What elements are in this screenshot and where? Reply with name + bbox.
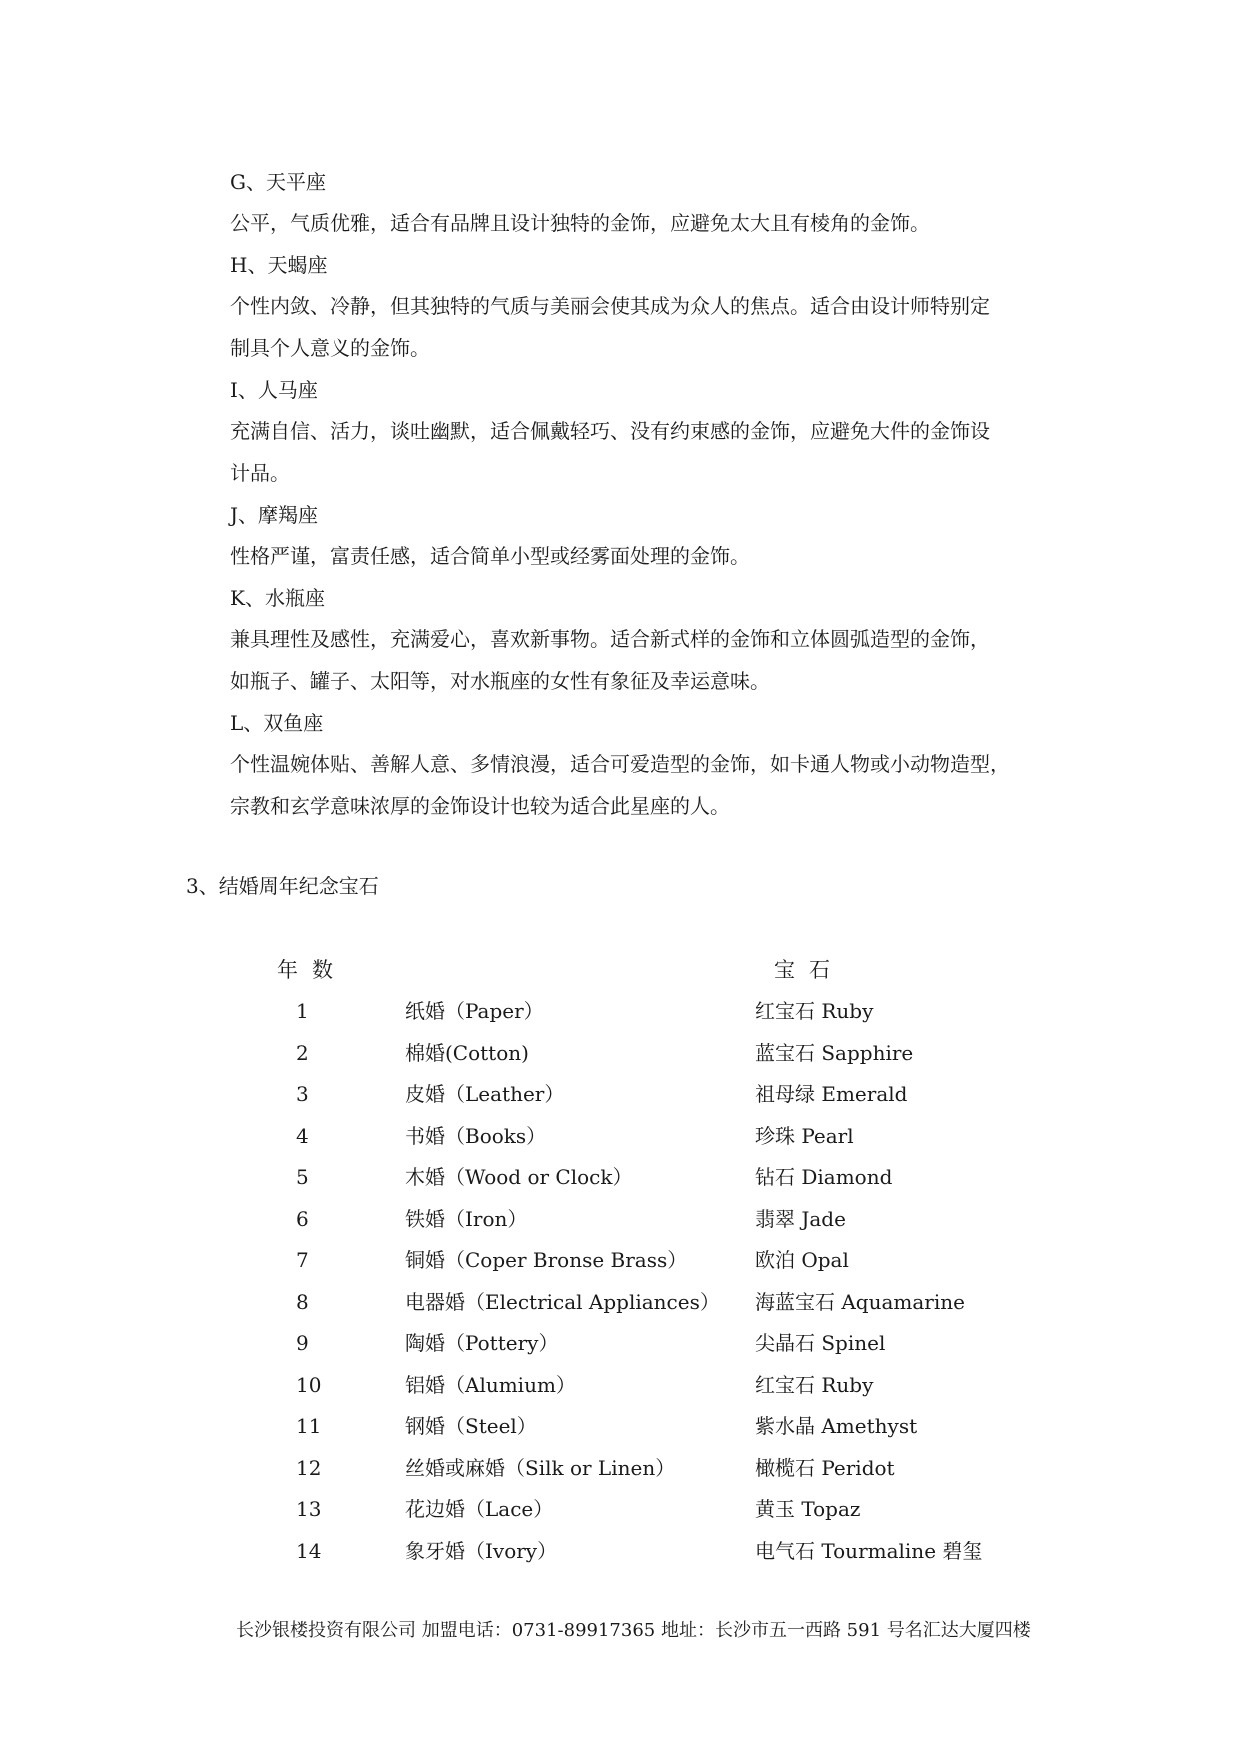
table-row [0,1082,1241,1106]
section-title: 3、结婚周年纪念宝石 [186,874,379,898]
year-cell: 3 [296,1082,309,1106]
year-cell: 6 [296,1206,309,1231]
year-cell: 9 [296,1331,309,1355]
gemstone-cell: 橄榄石 Peridot [755,1455,895,1480]
sign-description [230,411,1056,494]
anniversary-name-cell: 书婚（Books） [405,1123,547,1148]
year-cell: 2 [296,1040,309,1065]
anniversary-name-cell: 丝婚或麻婚（Silk or Linen） [405,1455,676,1480]
sign-heading: H、天蝎座 [230,253,328,277]
gemstone-cell: 翡翠 Jade [755,1206,846,1231]
table-row [0,1331,1241,1355]
anniversary-name-cell: 象牙婚（Ivory） [405,1538,558,1563]
gemstone-cell: 蓝宝石 Sapphire [755,1040,914,1065]
year-cell: 10 [296,1372,322,1397]
year-cell: 8 [296,1289,309,1314]
description-line: 个性温婉体贴、善解人意、多情浪漫，适合可爱造型的金饰，如卡通人物或小动物造型， [230,752,1010,776]
description-line: 如瓶子、罐子、太阳等，对水瓶座的女性有象征及幸运意味。 [230,668,770,693]
table-row [0,1124,1241,1148]
table-header-years: 年数 [277,958,347,982]
anniversary-name-cell: 电器婚（Electrical Appliances） [405,1289,720,1314]
anniversary-name-cell: 钢婚（Steel） [405,1414,537,1438]
table-row [0,1041,1241,1065]
gemstone-cell: 欧泊 Opal [755,1248,849,1272]
anniversary-name-cell: 铁婚（Iron） [405,1206,528,1231]
gemstone-cell: 黄玉 Topaz [755,1497,861,1521]
table-row [0,1456,1241,1480]
description-line: 充满自信、活力，谈吐幽默，适合佩戴轻巧、没有约束感的金饰，应避免大件的金饰设 [230,419,990,443]
sign-description [230,744,1056,827]
sign-description [230,203,1056,245]
gemstone-cell: 海蓝宝石 Aquamarine [755,1289,965,1314]
description-line: 兼具理性及感性，充满爱心，喜欢新事物。适合新式样的金饰和立体圆弧造型的金饰， [230,627,990,651]
table-row [0,1497,1241,1521]
sign-description [230,536,1056,578]
sign-heading: I、人马座 [230,378,318,402]
year-cell: 11 [296,1414,322,1438]
table-row [0,1539,1241,1563]
gemstone-cell: 钻石 Diamond [755,1165,893,1189]
anniversary-name-cell: 铝婚（Alumium） [405,1372,576,1397]
gemstone-cell: 红宝石 Ruby [755,1372,874,1397]
description-line: 个性内敛、冷静，但其独特的气质与美丽会使其成为众人的焦点。适合由设计师特别定 [230,294,990,318]
year-cell: 1 [296,999,309,1023]
sign-heading: K、水瓶座 [230,586,325,610]
description-line: 计品。 [230,460,290,485]
table-row [0,1373,1241,1397]
table-row [0,999,1241,1023]
table-row [0,1290,1241,1314]
year-cell: 5 [296,1165,309,1189]
year-cell: 13 [296,1497,322,1521]
gemstone-cell: 珍珠 Pearl [755,1123,854,1148]
sign-heading: G、天平座 [230,170,326,194]
description-line: 公平，气质优雅，适合有品牌且设计独特的金饰，应避免太大且有棱角的金饰。 [230,211,930,235]
description-line: 制具个人意义的金饰。 [230,335,430,360]
gemstone-cell: 红宝石 Ruby [755,999,874,1023]
gemstone-cell: 紫水晶 Amethyst [755,1414,918,1438]
table-row [0,1165,1241,1189]
description-line: 宗教和玄学意味浓厚的金饰设计也较为适合此星座的人。 [230,793,730,818]
table-header-gem: 宝石 [774,958,844,982]
year-cell: 14 [296,1538,322,1563]
gemstone-cell: 祖母绿 Emerald [755,1082,908,1106]
description-line: 性格严谨，富责任感，适合简单小型或经雾面处理的金饰。 [230,544,750,568]
anniversary-name-cell: 皮婚（Leather） [405,1082,565,1106]
anniversary-name-cell: 木婚（Wood or Clock） [405,1165,633,1189]
table-row [0,1248,1241,1272]
sign-heading: J、摩羯座 [230,503,319,527]
year-cell: 7 [296,1248,309,1272]
gemstone-cell: 尖晶石 Spinel [755,1331,886,1355]
anniversary-name-cell: 纸婚（Paper） [405,999,544,1023]
anniversary-name-cell: 棉婚(Cotton) [405,1040,529,1065]
year-cell: 12 [296,1455,322,1480]
table-row [0,1207,1241,1231]
sign-heading: L、双鱼座 [230,711,324,735]
anniversary-name-cell: 花边婚（Lace） [405,1497,554,1521]
page-footer: 长沙银楼投资有限公司 加盟电话：0731-89917365 地址：长沙市五一西路 591 号名汇达大厦四楼 [236,1620,1031,1641]
gemstone-cell: 电气石 Tourmaline 碧玺 [755,1538,983,1563]
sign-description [230,619,1056,702]
anniversary-name-cell: 铜婚（Coper Bronse Brass） [405,1248,688,1272]
table-row [0,1414,1241,1438]
year-cell: 4 [296,1123,309,1148]
anniversary-name-cell: 陶婚（Pottery） [405,1331,559,1355]
sign-description [230,286,1056,369]
